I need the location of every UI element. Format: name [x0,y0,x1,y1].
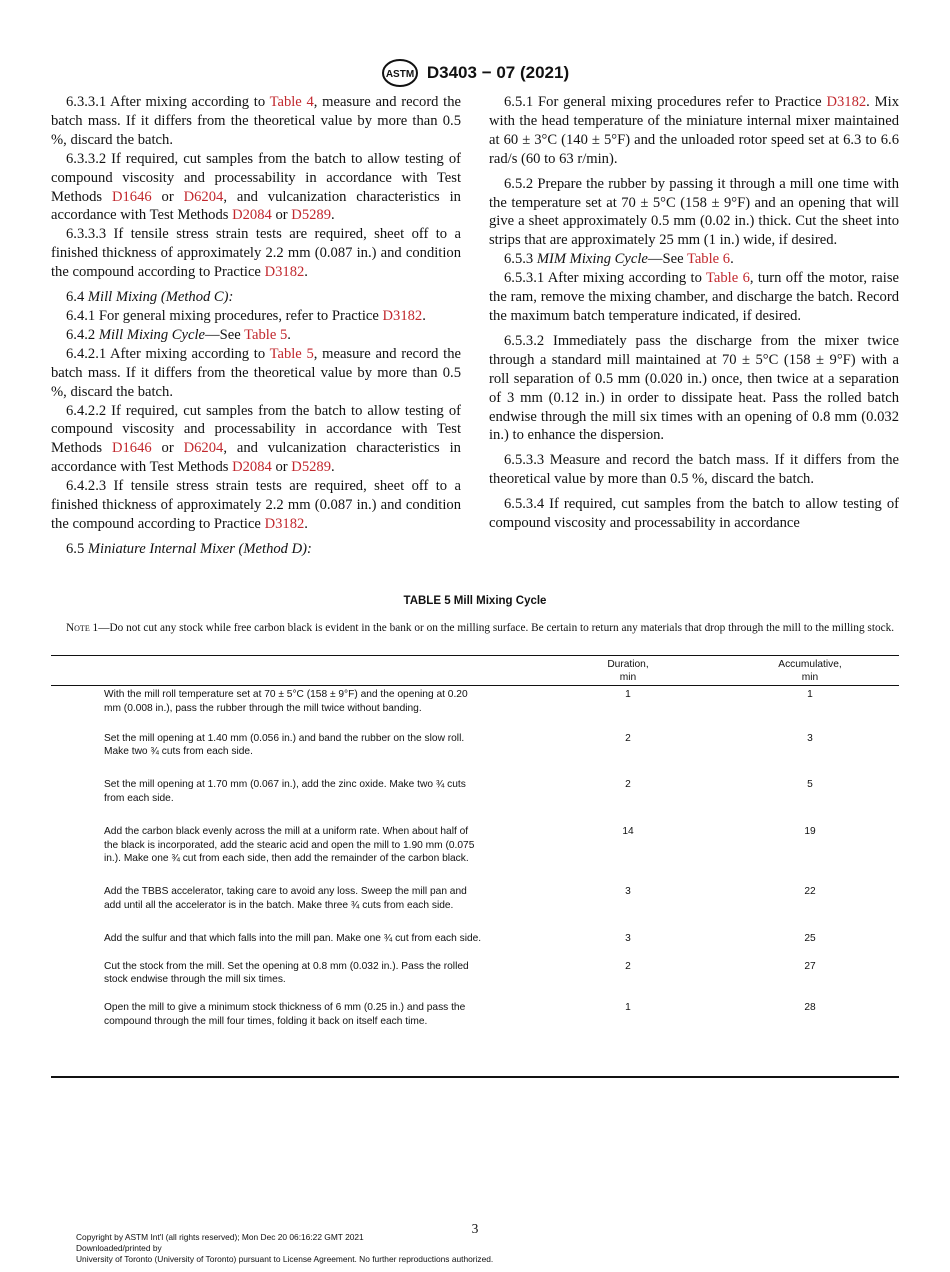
step-description: Set the mill opening at 1.70 mm (0.067 in.), add the zinc oxide. Make two ¾ cuts from each side. [104,779,466,804]
reference-link[interactable]: D1646 [111,440,152,457]
paragraph: 6.4 Mill Mixing (Method C): [66,289,234,306]
paragraph: 6.5.3.1 After mixing according to Table 6, turn off the motor, raise the ram, remove the mixing chamber, and discharge the batch. Record the maximum batch temperature indicated, if desired. [489,270,900,324]
reference-link[interactable]: Table 5 [244,326,288,343]
paragraph: 6.5.2 Prepare the rubber by passing it through a mill one time with the temperature set at 70 ± 5°C (158 ± 9°F) and an opening that will give a sheet approximately 0.5 mm (0.02 in.) thick. Cut the sheet into strips that are approximately 25 mm (1 in.) wide, if desired. [489,175,899,249]
right-text-column [489,93,899,533]
step-description: Open the mill to give a minimum stock thickness of 6 mm (0.25 in.) and pass the compound through the mill four times, folding it back on itself each time. [104,1002,466,1027]
reference-link[interactable]: Table 6 [686,251,731,268]
reference-link[interactable]: D1646 [111,188,152,205]
paragraph: 6.4.2.1 After mixing according to Table 5, measure and record the batch mass. If it differs from the theoretical value by more than 0.5 %, discard the batch. [51,345,461,400]
duration-cell: 3 [625,932,631,944]
paragraph: 6.5.3.2 Immediately pass the discharge from the mixer twice through a standard mill maintained at 70 ± 5°C (158 ± 9°F) with a roll separation of 0.5 mm (0.020 in.) once, then twice at a separation of 3 mm (0.12 in.) in order to dissipate heat. Pass the rolled batch endwise through the mill six times with an opening of 0.8 mm (0.032 in.) to enhance the dispersion. [489,332,899,444]
left-text-column [51,93,461,559]
step-description: Cut the stock from the mill. Set the opening at 0.8 mm (0.032 in.). Pass the rolled stock endwise through the mill six times. [104,960,469,986]
section-heading: Mill Mixing Cycle [98,326,206,343]
table-top-rule [51,655,899,656]
astm-logo-icon [381,58,419,88]
table-row [51,732,899,760]
table-note [51,621,899,636]
table-row [51,932,899,946]
paragraph: 6.4.1 For general mixing procedures, refer to Practice D3182. [66,307,426,324]
footer [76,1232,493,1264]
table-row [51,778,899,806]
reference-link[interactable]: Table 5 [269,345,314,362]
footer-download: Downloaded/printed by [76,1242,162,1253]
table-row [51,960,899,988]
note-text: —Do not cut any stock while free carbon black is evident in the bank or on the milling surface. Be certain to return any materials that drop through the mill to the milling stock. [98,622,895,634]
section-heading: Miniature Internal Mixer (Method D): [87,540,312,557]
table-row [51,885,899,913]
footer-license: University of Toronto (University of Toronto) pursuant to License Agreement. No further reproductions authorized. [76,1253,494,1264]
reference-link[interactable]: D5289 [291,207,332,224]
accumulative-cell: 22 [804,886,816,898]
paragraph: 6.3.3.3 If tensile stress strain tests are required, sheet off to a finished thickness of approximately 2.2 mm (0.087 in.) and condition the compound according to Practice D3182. [51,226,461,281]
duration-cell: 14 [622,825,634,837]
accumulative-cell: 27 [804,960,816,972]
reference-link[interactable]: D6204 [183,188,224,205]
page-number: 3 [471,1221,479,1236]
accumulative-cell: 25 [804,932,816,944]
paragraph: 6.5.3.4 If required, cut samples from the batch to allow testing of compound viscosity and processability in accordance [489,496,899,532]
table-header [51,659,899,685]
step-description: With the mill roll temperature set at 70 ± 5°C (158 ± 9°F) and the opening at 0.20 mm (0.008 in.), pass the rubber through the mill twice without banding. [104,689,468,714]
duration-cell: 2 [625,732,631,744]
table-bottom-rule [51,1076,899,1078]
standard-designation: D3403 − 07 (2021) [426,63,570,82]
reference-link[interactable]: D6204 [183,440,224,457]
reference-link[interactable]: Table 6 [706,270,750,287]
paragraph: 6.3.3.2 If required, cut samples from the batch to allow testing of compound viscosity and processability in accordance with Test Methods D1646 or D6204, and vulcanization characteristics in accordance with Test Methods D2084 or D5289. [51,150,461,224]
note-label: Note 1 [66,622,99,634]
table-row [51,825,899,866]
paragraph: 6.5 Miniature Internal Mixer (Method D): [66,540,312,557]
col-header-duration: Duration, min [607,659,649,683]
reference-link[interactable]: D3182 [264,264,305,281]
section-heading: MIM Mixing Cycle [536,251,648,268]
paragraph: 6.3.3.1 After mixing according to Table 4, measure and record the batch mass. If it differs from the theoretical value by more than 0.5 %, discard the batch. [51,94,461,148]
reference-link[interactable]: D2084 [232,459,272,476]
section-heading: Mill Mixing (Method C): [87,289,234,306]
paragraph: 6.5.3 MIM Mixing Cycle—See Table 6. [504,251,734,268]
reference-link[interactable]: D5289 [291,459,332,476]
table-header-rule [51,685,899,686]
table-row [51,1001,899,1029]
reference-link[interactable]: D2084 [232,207,272,224]
step-description: Add the TBBS accelerator, taking care to avoid any loss. Sweep the mill pan and add until all the accelerator is in the batch. Make three ¾ cuts from each side. [104,886,467,911]
paragraph: 6.4.2 Mill Mixing Cycle—See Table 5. [66,326,291,343]
accumulative-cell: 5 [807,779,813,791]
page-header [0,58,950,88]
accumulative-cell: 1 [807,689,813,700]
accumulative-cell: 28 [804,1002,816,1014]
reference-link[interactable]: D3182 [382,307,423,324]
accumulative-cell: 19 [804,825,816,837]
footer-copyright: Copyright by ASTM Int'l (all rights reserved); Mon Dec 20 06:16:22 GMT 2021 [76,1232,364,1242]
svg-text:ASTM: ASTM [385,69,415,80]
step-description: Set the mill opening at 1.40 mm (0.056 in.) and band the rubber on the slow roll. Make two ¾ cuts from each side. [104,732,465,758]
col-header-accumulative: Accumulative, min [778,659,842,683]
table-title: TABLE 5 Mill Mixing Cycle [403,595,547,607]
paragraph: 6.4.2.3 If tensile stress strain tests are required, sheet off to a finished thickness of approximately 2.2 mm (0.087 in.) and condition the compound according to Practice D3182. [51,478,461,532]
table-row [51,688,899,716]
paragraph: 6.5.3.3 Measure and record the batch mass. If it differs from the theoretical value by more than 0.5 %, discard the batch. [489,452,899,488]
duration-cell: 2 [625,779,631,791]
accumulative-cell: 3 [807,732,813,744]
duration-cell: 2 [625,960,631,972]
reference-link[interactable]: D3182 [826,94,867,110]
table-body [51,688,899,1029]
step-description: Add the sulfur and that which falls into the mill pan. Make one ¾ cut from each side. [104,932,482,944]
duration-cell: 1 [625,689,631,700]
duration-cell: 1 [625,1002,631,1014]
paragraph: 6.4.2.2 If required, cut samples from the batch to allow testing of compound viscosity and processability in accordance with Test Methods D1646 or D6204, and vulcanization characteristics in accordance with Test Methods D2084 or D5289. [51,402,461,476]
duration-cell: 3 [625,886,631,898]
reference-link[interactable]: D3182 [264,515,305,532]
paragraph: 6.5.1 For general mixing procedures refer to Practice D3182. Mix with the head temperature of the miniature internal mixer maintained at 60 ± 3°C (140 ± 5°F) and the unloaded rotor speed set at 6.3 to 6.6 rad/s (60 to 63 r/min). [489,94,899,167]
reference-link[interactable]: Table 4 [269,94,314,110]
step-description: Add the carbon black evenly across the mill at a uniform rate. When about half of the black is incorporated, add the stearic acid and open the mill to 1.90 mm (0.075 in.). Make one ¾ cut from each side, then add the remainder of the carbon black. [104,825,475,865]
